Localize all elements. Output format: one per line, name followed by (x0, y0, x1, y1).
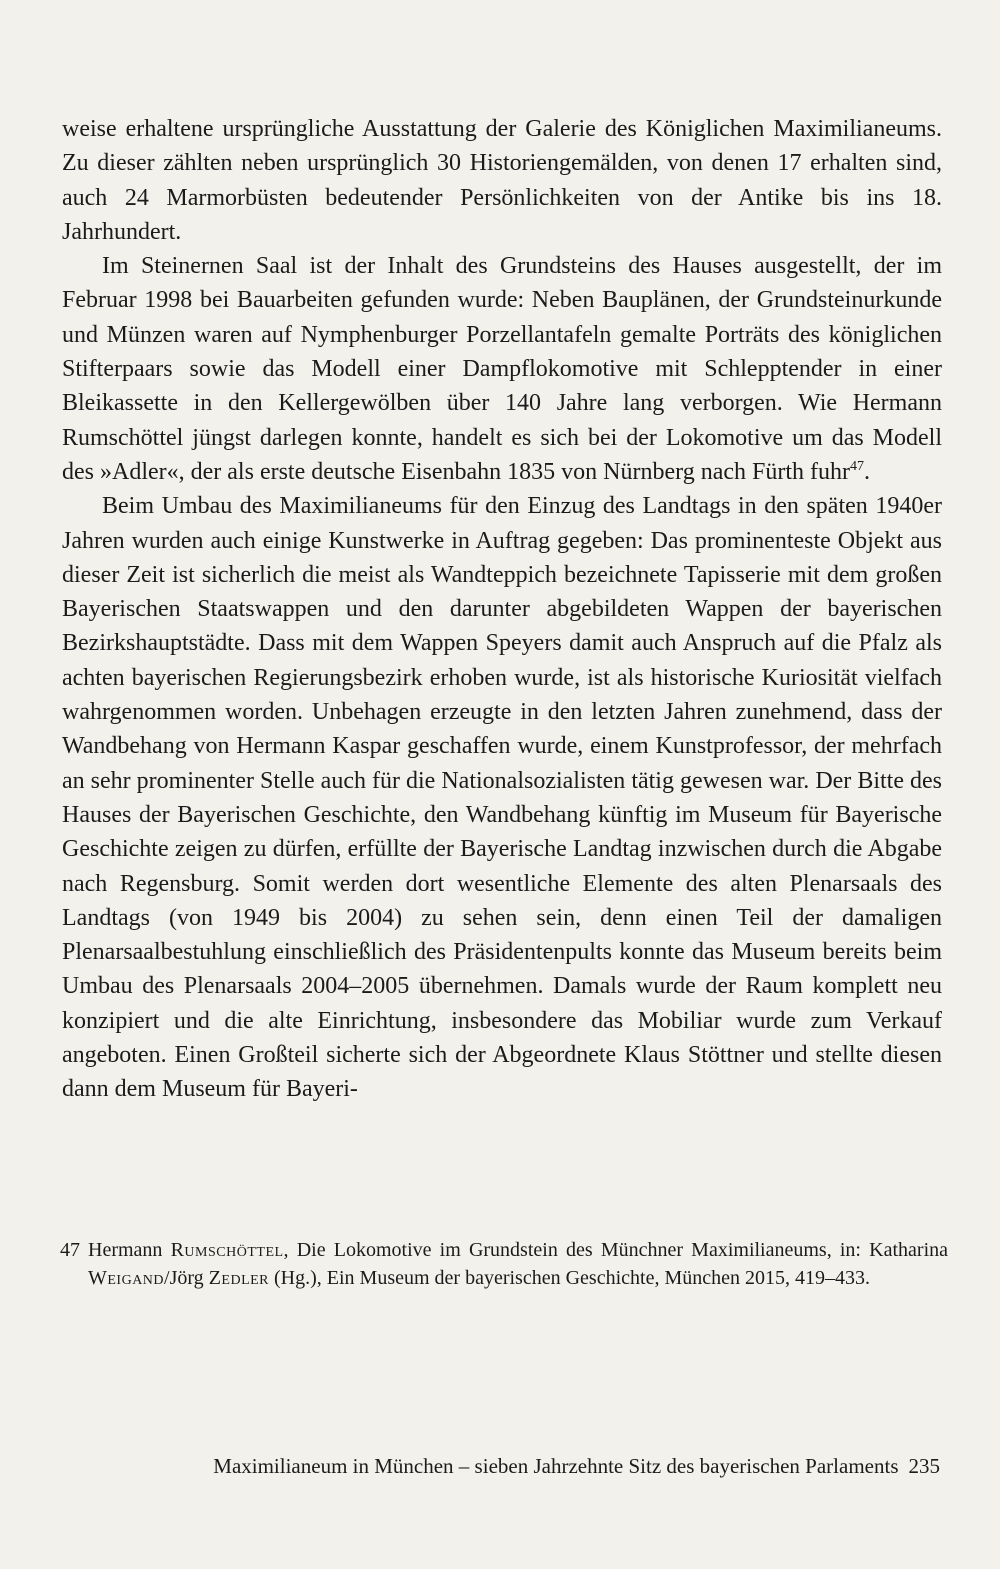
footnote-author-first: Hermann (88, 1239, 163, 1261)
running-title: Maximilianeum in München – sieben Jahrzehnte Sitz des bayerischen Parlaments (213, 1454, 899, 1478)
footnote-editor1-last: Weigand (88, 1267, 165, 1289)
paragraph-1: weise erhaltene ursprüngliche Ausstattung der Galerie des Königlichen Maximilianeums. Zu dieser zählten neben ursprünglich 30 Historiengemälden, von denen 17 erhalten sind, auch 24 Marmorbüsten bedeutender Persönlichkeiten von der Antike bis ins 18. Jahrhundert. (62, 116, 942, 245)
main-text (62, 112, 942, 1107)
footnotes (60, 1236, 949, 1292)
running-footer (170, 1452, 940, 1480)
footnote-rest: (Hg.), Ein Museum der bayerischen Geschichte, München 2015, 419–433. (274, 1267, 870, 1289)
footnote-47 (60, 1236, 949, 1292)
footnote-editor2-last: Zedler (208, 1267, 270, 1289)
footnote-number: 47 (60, 1239, 80, 1261)
footnote-editor1-first: Katharina (869, 1239, 949, 1261)
paragraph-3: Beim Umbau des Maximilianeums für den Einzug des Landtags in den späten 1940er Jahren wurden auch einige Kunstwerke in Auftrag gegeben: Das prominenteste Objekt aus dieser Zeit ist sicherlich die meist als Wandteppich bezeichnete Tapisserie mit dem großen Bayerischen Staatswappen und den darunter abgebildeten Wappen der bayerischen Bezirkshauptstädte. Dass mit dem Wappen Speyers damit auch Anspruch auf die Pfalz als achten bayerischen Regierungsbezirk erhoben wurde, ist als historische Kuriosität vielfach wahrgenommen worden. Unbehagen erzeugte in den letzten Jahren zunehmend, dass der Wandbehang von Hermann Kaspar geschaffen wurde, einem Kunstprofessor, der mehrfach an sehr prominenter Stelle auch für die Nationalsozialisten tätig gewesen war. Der Bitte des Hauses der Bayerischen Geschichte, den Wandbehang künftig im Museum für Bayerische Geschichte zeigen zu dürfen, erfüllte der Bayerische Landtag inzwischen durch die Abgabe nach Regensburg. Somit werden dort wesentliche Elemente des alten Plenarsaals des Landtags (von 1949 bis 2004) zu sehen sein, denn einen Teil der damaligen Plenarsaalbestuhlung einschließlich des Präsidentenpults konnte das Museum bereits beim Umbau des Plenarsaals 2004–2005 übernehmen. Damals wurde der Raum komplett neu konzipiert und die alte Einrichtung, insbesondere das Mobiliar wurde zum Verkauf angeboten. Einen Großteil sicherte sich der Abgeordnete Klaus Stöttner und stellte diesen dann dem Museum für Bayeri- (62, 493, 942, 1103)
footnote-author-last: Rumschöttel (170, 1239, 284, 1261)
footnote-reference-47[interactable]: 47 (850, 458, 865, 474)
paragraph-2 (62, 249, 942, 489)
page-number: 235 (908, 1454, 940, 1478)
footnote-title: , Die Lokomotive im Grundstein des Münchner Maximilianeums, in: (283, 1239, 861, 1261)
paragraph-2-text: Im Steinernen Saal ist der Inhalt des Grundsteins des Hauses ausgestellt, der im Februar 1998 bei Bauarbeiten gefunden wurde: Neben Bauplänen, der Grundsteinurkunde und Münzen waren auf Nymphenburger Porzellantafeln gemalte Porträts des königlichen Stifterpaars sowie das Modell einer Dampflokomotive mit Schlepptender in einer Bleikassette in den Kellergewölben über 140 Jahre lang verborgen. Wie Hermann Rumschöttel jüngst darlegen konnte, handelt es sich bei der Lokomotive um das Modell des »Adler«, der als erste deutsche Eisenbahn 1835 von Nürnberg nach Fürth fuhr (62, 253, 942, 485)
footnote-editor2-first: /Jörg (164, 1267, 204, 1289)
paragraph-2-end: . (864, 458, 871, 485)
